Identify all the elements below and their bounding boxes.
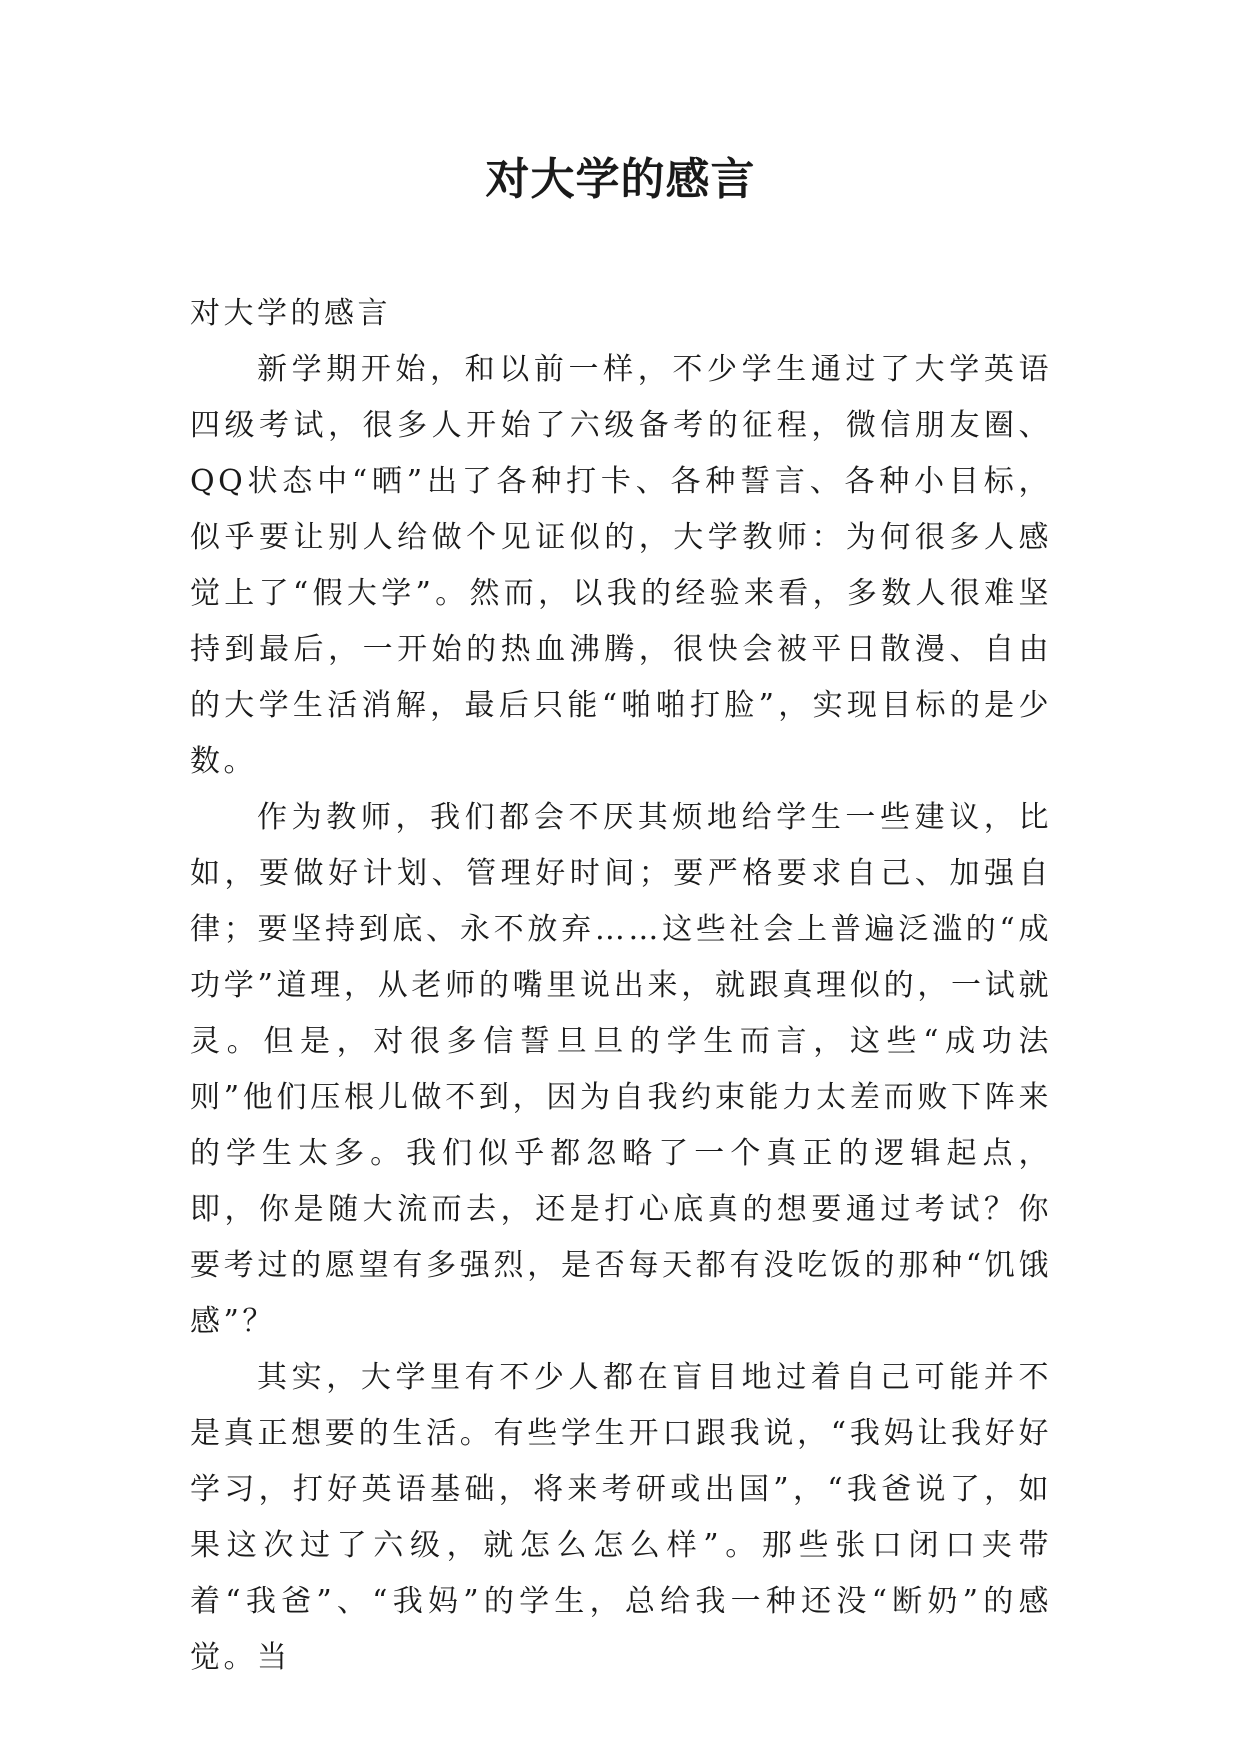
document-body bbox=[190, 286, 1052, 1686]
document-title: 对大学的感言 bbox=[485, 154, 756, 205]
paragraph-3: 其实，大学里有不少人都在盲目地过着自己可能并不是真正想要的生活。有些学生开口跟我说，“我妈让我好好学习，打好英语基础，将来考研或出国”，“我爸说了，如果这次过了六级，就怎么怎么样”。那些张口闭口夹带着“我爸”、“我妈”的学生，总给我一种还没“断奶”的感觉。当 bbox=[190, 1360, 1052, 1675]
paragraph-2: 作为教师，我们都会不厌其烦地给学生一些建议，比如，要做好计划、管理好时间；要严格要求自己、加强自律；要坚持到底、永不放弃……这些社会上普遍泛滥的“成功学”道理，从老师的嘴里说出来，就跟真理似的，一试就灵。但是，对很多信誓旦旦的学生而言，这些“成功法则”他们压根儿做不到，因为自我约束能力太差而败下阵来的学生太多。我们似乎都忽略了一个真正的逻辑起点，即，你是随大流而去，还是打心底真的想要通过考试？你要考过的愿望有多强烈，是否每天都有没吃饭的那种“饥饿感”？ bbox=[190, 800, 1052, 1339]
paragraph-1: 新学期开始，和以前一样，不少学生通过了大学英语四级考试，很多人开始了六级备考的征程，微信朋友圈、QQ状态中“晒”出了各种打卡、各种誓言、各种小目标，似乎要让别人给做个见证似的，大学教师：为何很多人感觉上了“假大学”。然而，以我的经验来看，多数人很难坚持到最后，一开始的热血沸腾，很快会被平日散漫、自由的大学生活消解，最后只能“啪啪打脸”，实现目标的是少数。 bbox=[190, 352, 1052, 779]
document-subtitle: 对大学的感言 bbox=[190, 296, 391, 331]
